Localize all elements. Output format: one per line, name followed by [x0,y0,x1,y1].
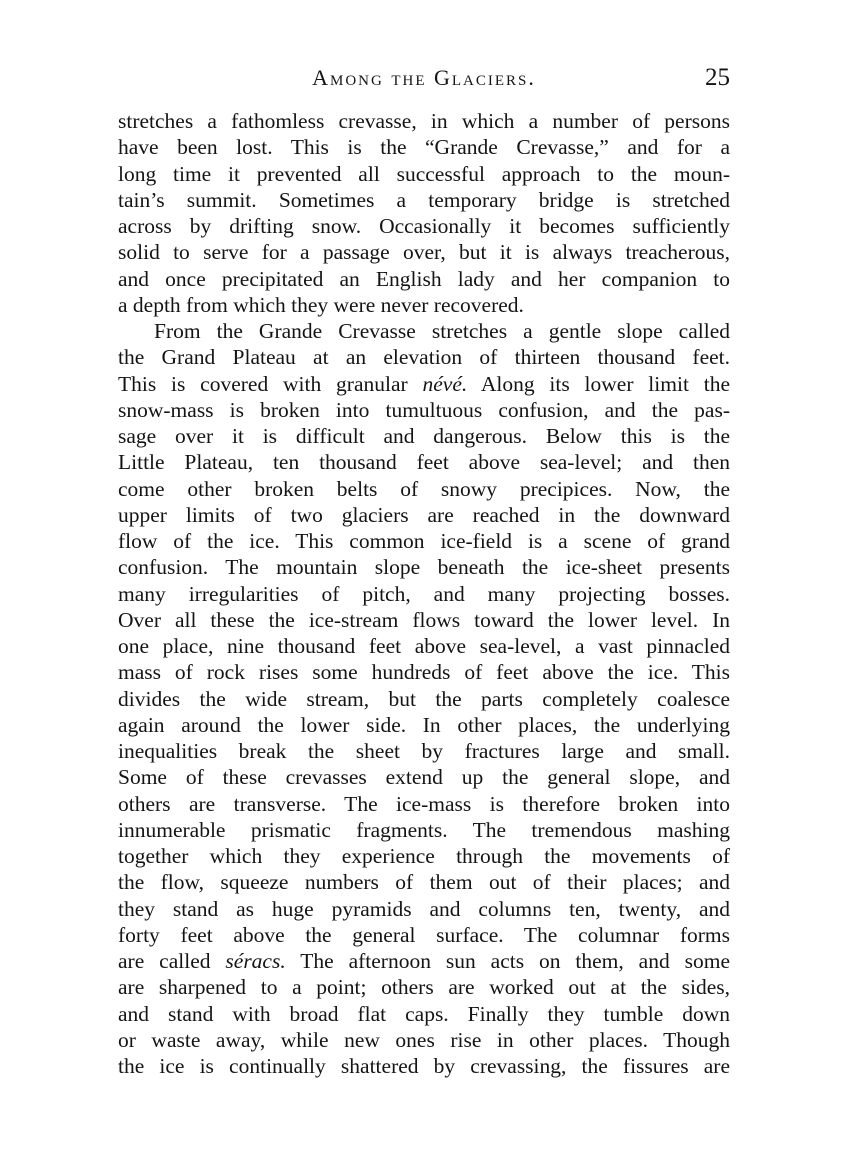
text-run: The afternoon sun acts on them, and some [285,949,731,973]
text-line: mass of rock rises some hundreds of feet above the ice. This [118,660,730,685]
text-line: stretches a fathomless crevasse, in which a number of persons [118,109,730,133]
text-line: they stand as huge pyramids and columns ten, twenty, and [118,896,730,921]
text-line: many irregularities of pitch, and many projecting bosses. [118,581,730,606]
text-line: the Grand Plateau at an elevation of thirteen thousand feet. [118,345,730,370]
text-run: are called [118,949,226,973]
text-line: one place, nine thousand feet above sea-level, a vast pinnacled [118,634,730,658]
text-line: sage over it is difficult and dangerous. Below this is the [118,424,730,448]
running-head [118,60,730,96]
text-line: across by drifting snow. Occasionally it becomes sufficiently [118,214,730,238]
italic-term: séracs. [225,949,286,973]
text-line: tain’s summit. Sometimes a temporary bridge is stretched [118,187,730,212]
text-line: are sharpened to a point; others are worked out at the sides, [118,975,730,1000]
text-line: and once precipitated an English lady and her companion to [118,266,730,291]
text-line: forty feet above the general surface. The columnar forms [118,922,730,947]
text-line: come other broken belts of snowy precipices. Now, the [118,476,730,501]
text-line: inequalities break the sheet by fractures large and small. [118,739,730,763]
text-line: Over all these the ice-stream flows toward the lower level. In [118,607,730,632]
text-line: confusion. The mountain slope beneath the ice-sheet presents [118,555,730,580]
italic-term: névé. [422,371,468,396]
text-run: Along its lower limit the [467,371,730,396]
text-line: long time it prevented all successful approach to the moun- [118,161,730,186]
text-run: This is covered with granular [118,371,423,396]
text-line: Some of these crevasses extend up the general slope, and [118,765,730,790]
text-line: the flow, squeeze numbers of them out of their places; and [118,870,730,895]
text-line: others are transverse. The ice-mass is therefore broken into [118,791,730,816]
text-line: the ice is continually shattered by crevassing, the fissures are [118,1054,730,1078]
text-line: innumerable prismatic fragments. The tremendous mashing [118,817,730,842]
running-title: Among the Glaciers. [312,65,536,90]
text-line: upper limits of two glaciers are reached in the downward [118,502,730,527]
text-line: From the Grande Crevasse stretches a gentle slope called [154,319,730,343]
page-number: 25 [705,64,730,91]
text-line: again around the lower side. In other places, the underlying [118,712,730,737]
text-line: divides the wide stream, but the parts completely coalesce [118,686,730,711]
text-line: flow of the ice. This common ice-field is a scene of grand [118,529,730,553]
text-line: a depth from which they were never recovered. [118,292,524,317]
text-line: Little Plateau, ten thousand feet above sea-level; and then [118,450,730,475]
body-text [118,108,730,1079]
text-line: and stand with broad flat caps. Finally they tumble down [118,1001,730,1026]
text-line: together which they experience through the movements of [118,844,730,868]
text-line: or waste away, while new ones rise in other places. Though [118,1027,730,1052]
text-line: snow-mass is broken into tumultuous confusion, and the pas- [118,397,730,422]
text-line [118,371,730,397]
text-line: solid to serve for a passage over, but it is always treacherous, [118,240,730,265]
text-line: have been lost. This is the “Grande Crevasse,” and for a [118,135,730,160]
text-line [118,948,730,974]
